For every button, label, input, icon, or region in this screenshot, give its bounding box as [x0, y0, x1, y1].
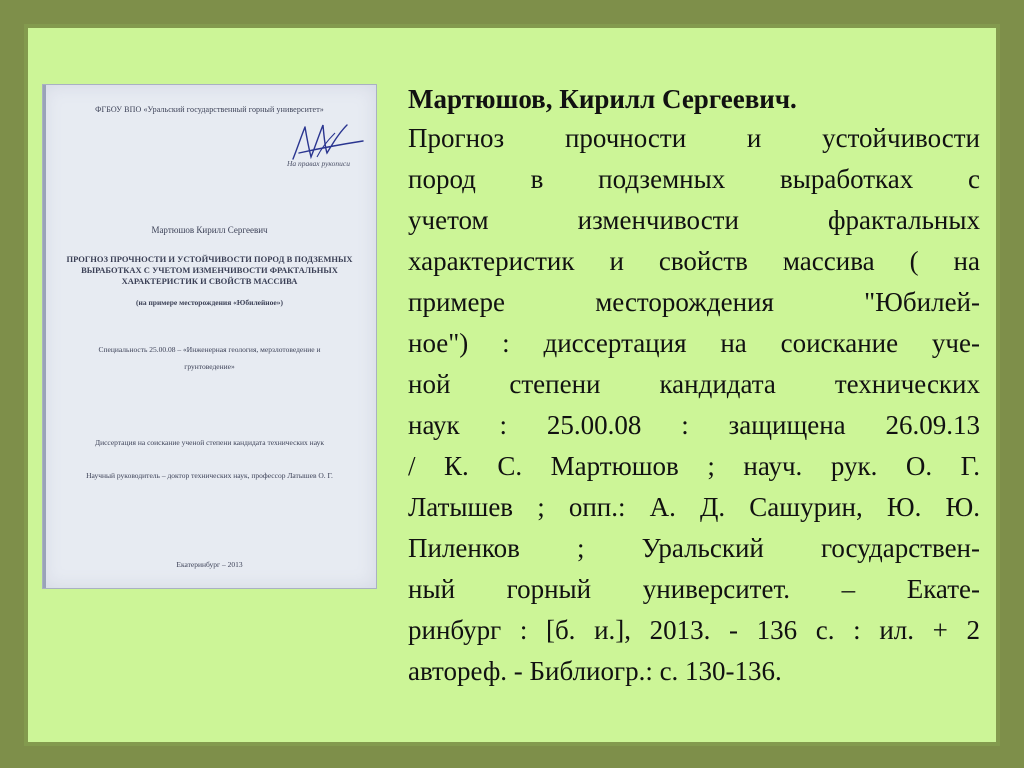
cover-title-subtitle: (на примере месторождения «Юбилейное») — [136, 298, 283, 307]
dissertation-cover-scan — [42, 84, 377, 589]
record-line: характеристик и свойств массива ( на — [408, 246, 980, 276]
bibliographic-record — [408, 80, 980, 692]
record-line: / К. С. Мартюшов ; науч. рук. О. Г. — [408, 451, 980, 481]
cover-specialty-line: грунтоведение» — [184, 362, 235, 371]
cover-supervisor: Научный руководитель – доктор технических наук, профессор Латышев О. Г. — [86, 471, 333, 480]
cover-specialty — [43, 341, 376, 375]
cover-city-year: Екатеринбург – 2013 — [176, 560, 243, 569]
record-line: учетом изменчивости фрактальных — [408, 205, 980, 235]
cover-title — [43, 254, 376, 287]
scan-edge — [43, 85, 46, 588]
record-line: примере месторождения "Юбилей- — [408, 287, 980, 317]
record-line: ный горный университет. – Екате- — [408, 574, 980, 604]
cover-rights-note: На правах рукописи — [287, 159, 350, 168]
cover-author: Мартюшов Кирилл Сергеевич — [151, 225, 268, 235]
record-description — [408, 118, 980, 692]
cover-dissertation-note: Диссертация на соискание ученой степени кандидата технических наук — [94, 438, 325, 447]
record-line: пород в подземных выработках с — [408, 164, 980, 194]
record-line: ное") : диссертация на соискание уче- — [408, 328, 980, 358]
record-line: наук : 25.00.08 : защищена 26.09.13 — [408, 410, 980, 440]
record-line: Прогноз прочности и устойчивости — [408, 123, 980, 153]
cover-title-line: ПРОГНОЗ ПРОЧНОСТИ И УСТОЙЧИВОСТИ ПОРОД В ПОДЗЕМНЫХ — [66, 254, 353, 264]
record-author-heading: Мартюшов, Кирилл Сергеевич. — [408, 84, 797, 114]
cover-organization: ФГБОУ ВПО «Уральский государственный горный университет» — [95, 105, 324, 114]
record-line: ринбург : [б. и.], 2013. - 136 с. : ил. + 2 — [408, 615, 980, 645]
cover-title-line: ХАРАКТЕРИСТИК И СВОЙСТВ МАССИВА — [121, 276, 298, 286]
cover-title-line: ВЫРАБОТКАХ С УЧЕТОМ ИЗМЕНЧИВОСТИ ФРАКТАЛЬНЫХ — [81, 265, 338, 275]
record-line: ной степени кандидата технических — [408, 369, 980, 399]
record-line: автореф. - Библиогр.: с. 130-136. — [408, 656, 782, 686]
record-line: Латышев ; опп.: А. Д. Сашурин, Ю. Ю. — [408, 492, 980, 522]
cover-specialty-line: Специальность 25.00.08 – «Инженерная геология, мерзлотоведение и — [98, 345, 321, 354]
record-line: Пиленков ; Уральский государствен- — [408, 533, 980, 563]
